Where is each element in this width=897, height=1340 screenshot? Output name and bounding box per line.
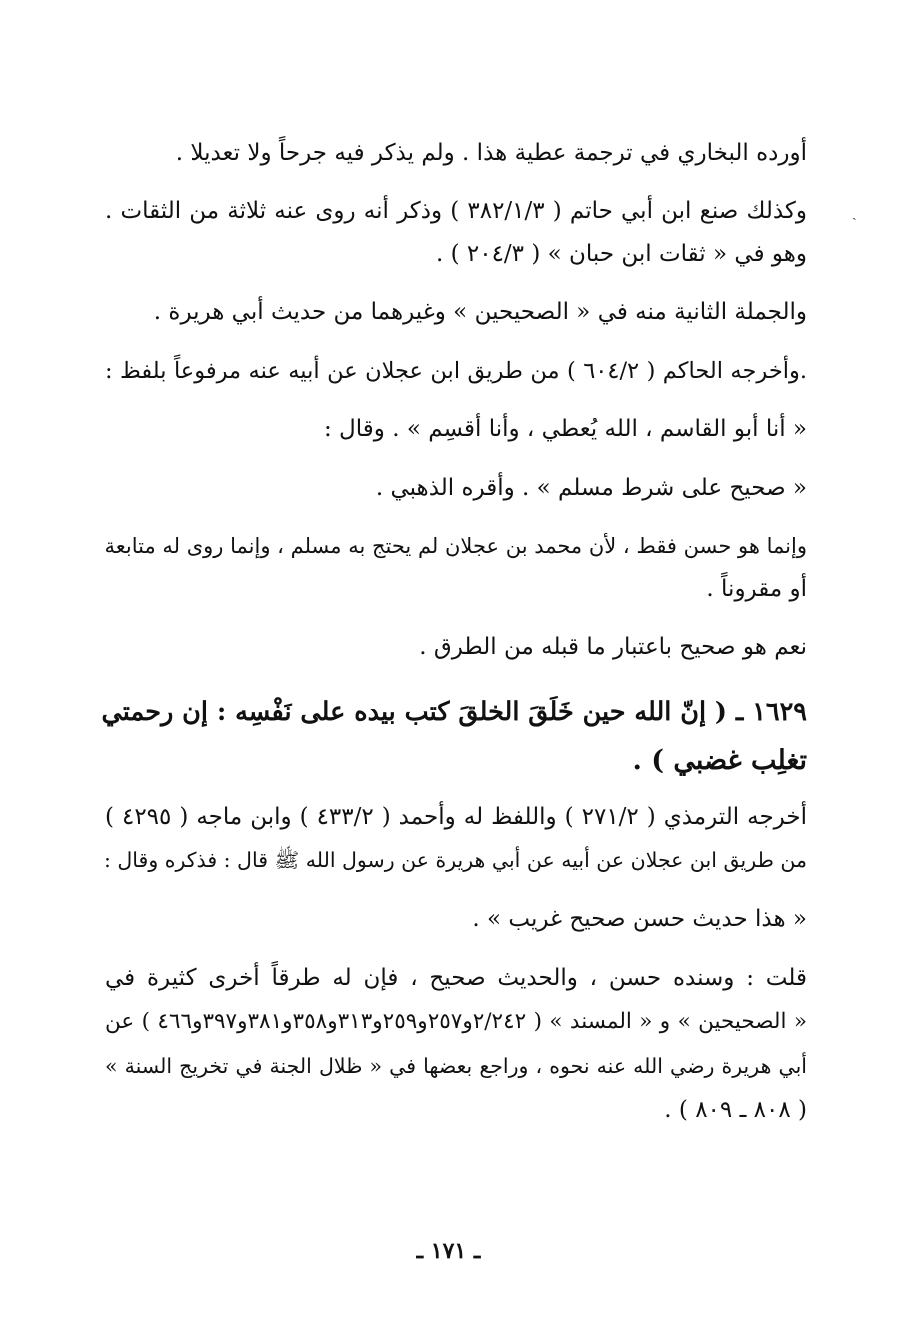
hadith-heading: ١٦٢٩ ـ ( إنّ الله حين خَلَقَ الخلقَ كتب بيده على نَفْسِه : إن رحمتي [101,697,807,727]
text-line: وإنما هو حسن فقط ، لأن محمد بن عجلان لم يحتج به مسلم ، وإنما روى له متابعة [104,534,807,558]
text-line: أورده البخاري في ترجمة عطية هذا . ولم يذكر فيه جرحاً ولا تعديلا . [175,140,807,166]
text-line: وهو في « ثقات ابن حبان » ( ٢٠٤/٣ ) . [435,241,807,267]
text-line: أبي هريرة رضي الله عنه نحوه ، وراجع بعضها في « ظلال الجنة في تخريج السنة » [105,1054,807,1078]
text-line: قلت : وسنده حسن ، والحديث صحيح ، فإن له طرقاً أخرى كثيرة في [105,965,807,991]
text-line: « هذا حديث حسن صحيح غريب » . [472,906,807,932]
text-line: ( ٨٠٨ ـ ٨٠٩ ) . [664,1097,807,1123]
hadith-heading: تغلِب غضبي ) . [632,745,807,776]
text-line: وكذلك صنع ابن أبي حاتم ( ٣٨٢/١/٣ ) وذكر أنه روى عنه ثلاثة من الثقات . [105,198,807,224]
text-line: أو مقروناً . [706,576,807,602]
text-line: والجملة الثانية منه في « الصحيحين » وغيرهما من حديث أبي هريرة . [153,299,807,325]
text-line: .وأخرجه الحاكم ( ٦٠٤/٢ ) من طريق ابن عجلان عن أبيه عنه مرفوعاً بلفظ : [105,358,807,384]
margin-mark: ˎ [852,205,857,221]
text-line: أخرجه الترمذي ( ٢٧١/٢ ) واللفظ له وأحمد ( ٤٣٣/٢ ) وابن ماجه ( ٤٢٩٥ ) [105,804,807,830]
text-line: نعم هو صحيح باعتبار ما قبله من الطرق . [419,634,807,660]
text-line: من طريق ابن عجلان عن أبيه عن أبي هريرة عن رسول الله ﷺ قال : فذكره وقال : [103,848,807,872]
text-line: « صحيح على شرط مسلم » . وأقره الذهبي . [375,475,807,501]
text-line: « أنا أبو القاسم ، الله يُعطي ، وأنا أقسِم » . وقال : [324,416,807,442]
page-number: ـ ١٧١ ـ [416,1238,481,1264]
text-line: « الصحيحين » و « المسند » ( ٢/٢٤٢و٢٥٧و٢٥٩و٣١٣و٣٥٨و٣٨١و٣٩٧و٤٦٦ ) عن [105,1009,807,1034]
